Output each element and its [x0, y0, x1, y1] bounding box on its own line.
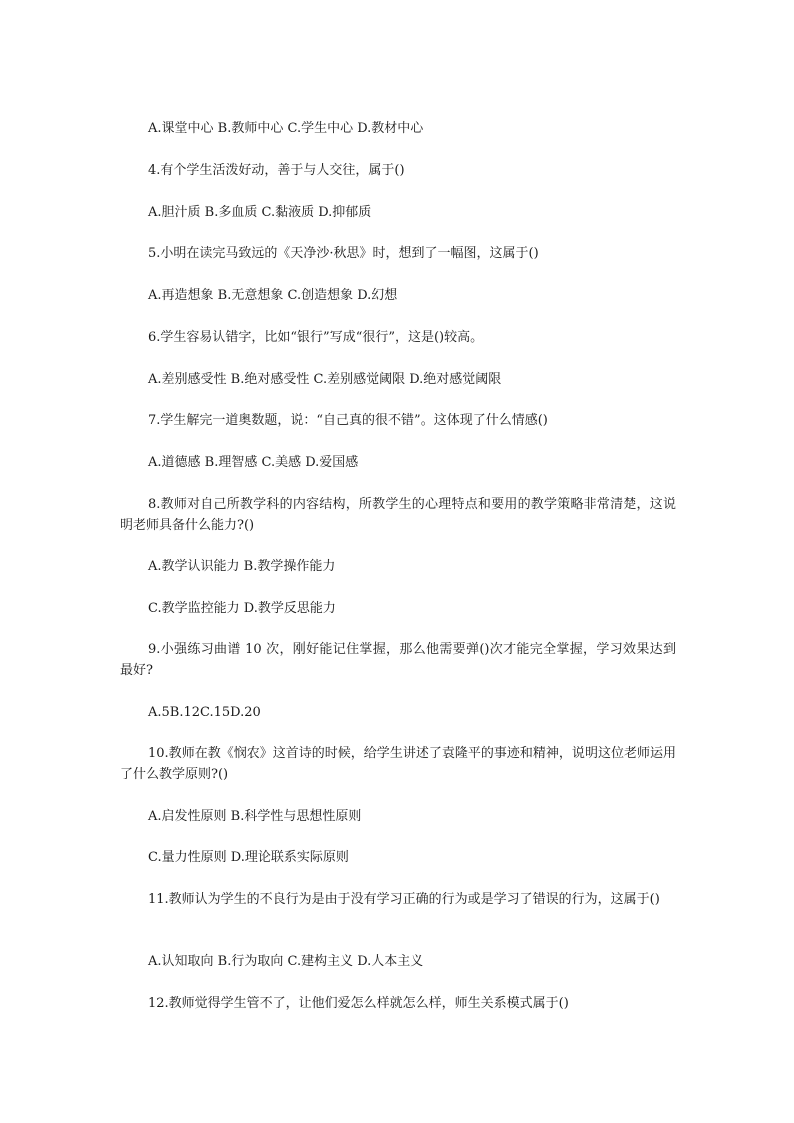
q10-question: 10.教师在教《悯农》这首诗的时候，给学生讲述了袁隆平的事迹和精神，说明这位老师运用了什么教学原则?() [120, 746, 676, 782]
q7-options: A.道德感 B.理智感 C.美感 D.爱国感 [148, 455, 359, 470]
q3-options: A.课堂中心 B.教师中心 C.学生中心 D.教材中心 [148, 121, 424, 136]
q4-options: A.胆汁质 B.多血质 C.黏液质 D.抑郁质 [148, 205, 372, 220]
q6-question: 6.学生容易认错字，比如“银行”写成“很行”，这是()较高。 [148, 330, 484, 345]
q4-question: 4.有个学生活泼好动，善于与人交往，属于() [148, 163, 405, 178]
q8-options-ab: A.教学认识能力 B.教学操作能力 [148, 559, 336, 574]
q11-options: A.认知取向 B.行为取向 C.建构主义 D.人本主义 [148, 954, 424, 969]
q11-question: 11.教师认为学生的不良行为是由于没有学习正确的行为或是学习了错误的行为，这属于() [148, 892, 660, 907]
q9-question: 9.小强练习曲谱 10 次，刚好能记住掌握，那么他需要弹()次才能完全掌握，学习效果达到最好? [120, 642, 676, 678]
q9-options: A.5B.12C.15D.20 [148, 705, 261, 720]
q10-options-ab: A.启发性原则 B.科学性与思想性原则 [148, 809, 362, 824]
q5-options: A.再造想象 B.无意想象 C.创造想象 D.幻想 [148, 288, 398, 303]
q12-question: 12.教师觉得学生管不了，让他们爱怎么样就怎么样，师生关系模式属于() [148, 996, 569, 1011]
q5-question: 5.小明在读完马致远的《天净沙·秋思》时，想到了一幅图，这属于() [148, 246, 539, 261]
q6-options: A.差别感受性 B.绝对感受性 C.差别感觉阈限 D.绝对感觉阈限 [148, 372, 502, 387]
q10-options-cd: C.量力性原则 D.理论联系实际原则 [148, 850, 349, 865]
q8-question: 8.教师对自己所教学科的内容结构，所教学生的心理特点和要用的教学策略非常清楚，这说明老师具备什么能力?() [120, 497, 676, 533]
q8-options-cd: C.教学监控能力 D.教学反思能力 [148, 601, 336, 616]
q7-question: 7.学生解完一道奥数题，说：“自己真的很不错”。这体现了什么情感() [148, 413, 548, 428]
